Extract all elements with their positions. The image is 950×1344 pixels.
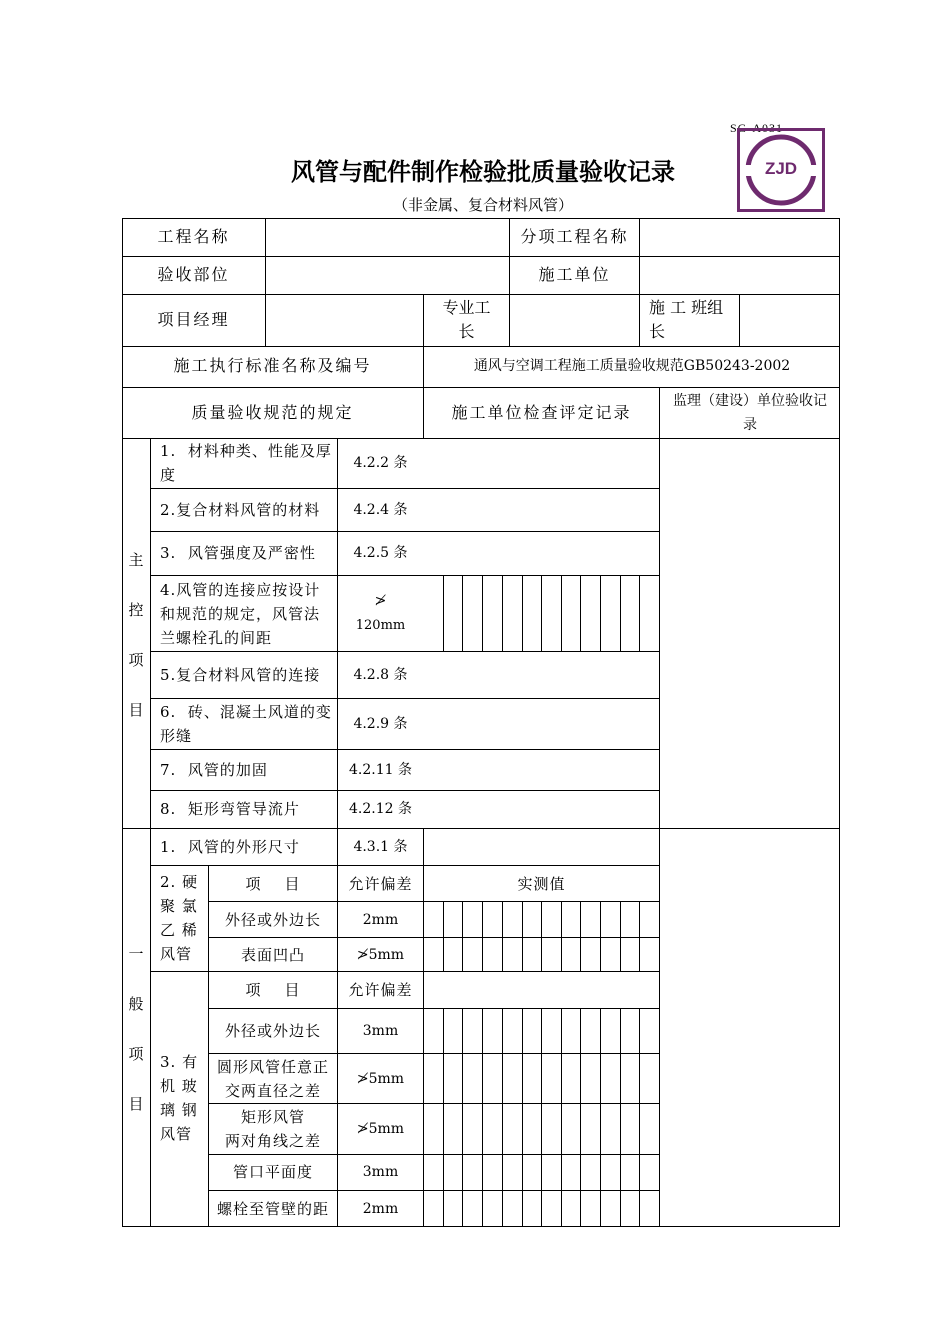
inspection-form: [122, 218, 840, 1227]
main-item-4-line2: 和规范的规定，风管法: [160, 605, 321, 623]
main-item-6-line1: 6. 砖、混凝土风道的变: [160, 703, 332, 721]
main-item-8-ref: 4.2.12 条: [349, 801, 412, 817]
main-item-4-ref: ≯: [374, 593, 387, 609]
main-item-8-label: 8. 矩形弯管导流片: [160, 800, 300, 818]
team-leader-label-line2: 长: [649, 322, 666, 341]
general-item-3-col-item: 项 目: [245, 981, 301, 999]
general-item-3-row-2-name-line2: 交两直径之差: [224, 1082, 321, 1100]
page-subtitle: （非金属、复合材料风管）: [392, 196, 573, 214]
general-label-char-3: 项: [128, 1045, 144, 1063]
main-item-4-line3: 兰螺栓孔的间距: [160, 629, 273, 647]
general-label-char-2: 般: [128, 995, 144, 1013]
general-item-3-row-2-tolerance: ≯5mm: [356, 1071, 405, 1087]
general-item-3-row-3-tolerance: ≯5mm: [356, 1121, 405, 1137]
main-item-1-line2: 度: [160, 466, 177, 484]
general-item-2-row-2-name: 表面凹凸: [240, 946, 305, 964]
main-item-2-ref: 4.2.4 条: [353, 502, 408, 518]
general-item-3-label-3: 璃 钢: [160, 1101, 198, 1119]
main-label-char-1: 主: [128, 551, 144, 569]
sub-project-name-label: 分项工程名称: [520, 227, 629, 246]
general-item-2-col-item: 项 目: [245, 875, 301, 893]
standard-label: 施工执行标准名称及编号: [173, 356, 372, 375]
project-name-label: 工程名称: [157, 227, 230, 246]
general-item-3-row-3-name-line1: 矩形风管: [240, 1108, 305, 1126]
main-item-6-line2: 形缝: [160, 727, 193, 745]
general-item-1-ref: 4.3.1 条: [353, 839, 408, 855]
general-item-3-col-tolerance: 允许偏差: [348, 981, 413, 999]
document-code: SG-A031: [730, 121, 784, 135]
main-item-3-label: 3. 风管强度及严密性: [160, 544, 316, 562]
general-item-3-row-5-name: 螺栓至管壁的距: [216, 1200, 329, 1218]
main-item-1-line1: 1. 材料种类、性能及厚: [160, 442, 332, 460]
supervisor-column-header-line1: 监理（建设）单位验收记: [673, 393, 827, 409]
spec-column-header: 质量验收规范的规定: [191, 403, 354, 422]
main-item-6-ref: 4.2.9 条: [353, 716, 408, 732]
general-item-2-row-2-tolerance: ≯5mm: [356, 947, 405, 963]
general-item-2-row-1-name: 外径或外边长: [224, 911, 321, 929]
general-item-2-label-4: 风管: [160, 945, 193, 963]
general-item-3-row-4-name: 管口平面度: [232, 1163, 313, 1181]
general-item-1-label: 1. 风管的外形尺寸: [160, 838, 300, 856]
main-item-4-ref2: 120mm: [355, 618, 406, 633]
main-item-2-label: 2.复合材料风管的材料: [160, 501, 321, 519]
foreman-label-line2: 长: [458, 322, 475, 341]
inspection-part-label: 验收部位: [157, 265, 230, 284]
team-leader-label-line1: 施 工 班组: [649, 298, 724, 317]
general-item-3-row-1-name: 外径或外边长: [224, 1022, 321, 1040]
standard-value: 通风与空调工程施工质量验收规范GB50243-2002: [473, 358, 791, 374]
general-item-3-row-5-tolerance: 2mm: [362, 1201, 399, 1217]
general-item-3-label-4: 风管: [160, 1125, 193, 1143]
general-item-2-col-measured: 实测值: [517, 875, 566, 893]
general-item-2-label-2: 聚 氯: [160, 897, 198, 915]
general-item-3-row-1-tolerance: 3mm: [362, 1023, 399, 1039]
general-item-3-label-1: 3. 有: [160, 1053, 199, 1071]
project-manager-label: 项目经理: [157, 310, 230, 329]
general-item-2-col-tolerance: 允许偏差: [348, 875, 413, 893]
general-label-char-4: 目: [128, 1095, 144, 1113]
main-item-5-label: 5.复合材料风管的连接: [160, 666, 321, 684]
general-item-3-label-2: 机 玻: [160, 1077, 198, 1095]
general-label-char-1: 一: [128, 945, 144, 963]
supervisor-column-header-line2: 录: [743, 417, 757, 433]
main-item-4-line1: 4.风管的连接应按设计: [160, 581, 321, 599]
general-item-2-label-3: 乙 稀: [160, 921, 198, 939]
page-title: 风管与配件制作检验批质量验收记录: [291, 158, 675, 186]
main-item-5-ref: 4.2.8 条: [353, 667, 408, 683]
main-item-3-ref: 4.2.5 条: [353, 545, 408, 561]
general-item-2-label-1: 2. 硬: [160, 873, 199, 891]
main-label-char-3: 项: [128, 651, 144, 669]
logo-text: ZJD: [764, 159, 798, 178]
general-item-3-row-2-name-line1: 圆形风管任意正: [216, 1058, 329, 1076]
construction-unit-label: 施工单位: [538, 265, 611, 284]
main-item-1-ref: 4.2.2 条: [353, 455, 408, 471]
general-item-3-row-4-tolerance: 3mm: [362, 1164, 399, 1180]
foreman-label-line1: 专业工: [442, 298, 491, 317]
general-item-2-row-1-tolerance: 2mm: [362, 912, 399, 928]
main-item-7-ref: 4.2.11 条: [349, 762, 412, 778]
main-item-7-label: 7. 风管的加固: [160, 761, 268, 779]
contractor-column-header: 施工单位检查评定记录: [451, 403, 632, 422]
general-item-3-row-3-name-line2: 两对角线之差: [224, 1132, 321, 1150]
main-label-char-4: 目: [128, 701, 144, 719]
main-label-char-2: 控: [128, 601, 144, 619]
